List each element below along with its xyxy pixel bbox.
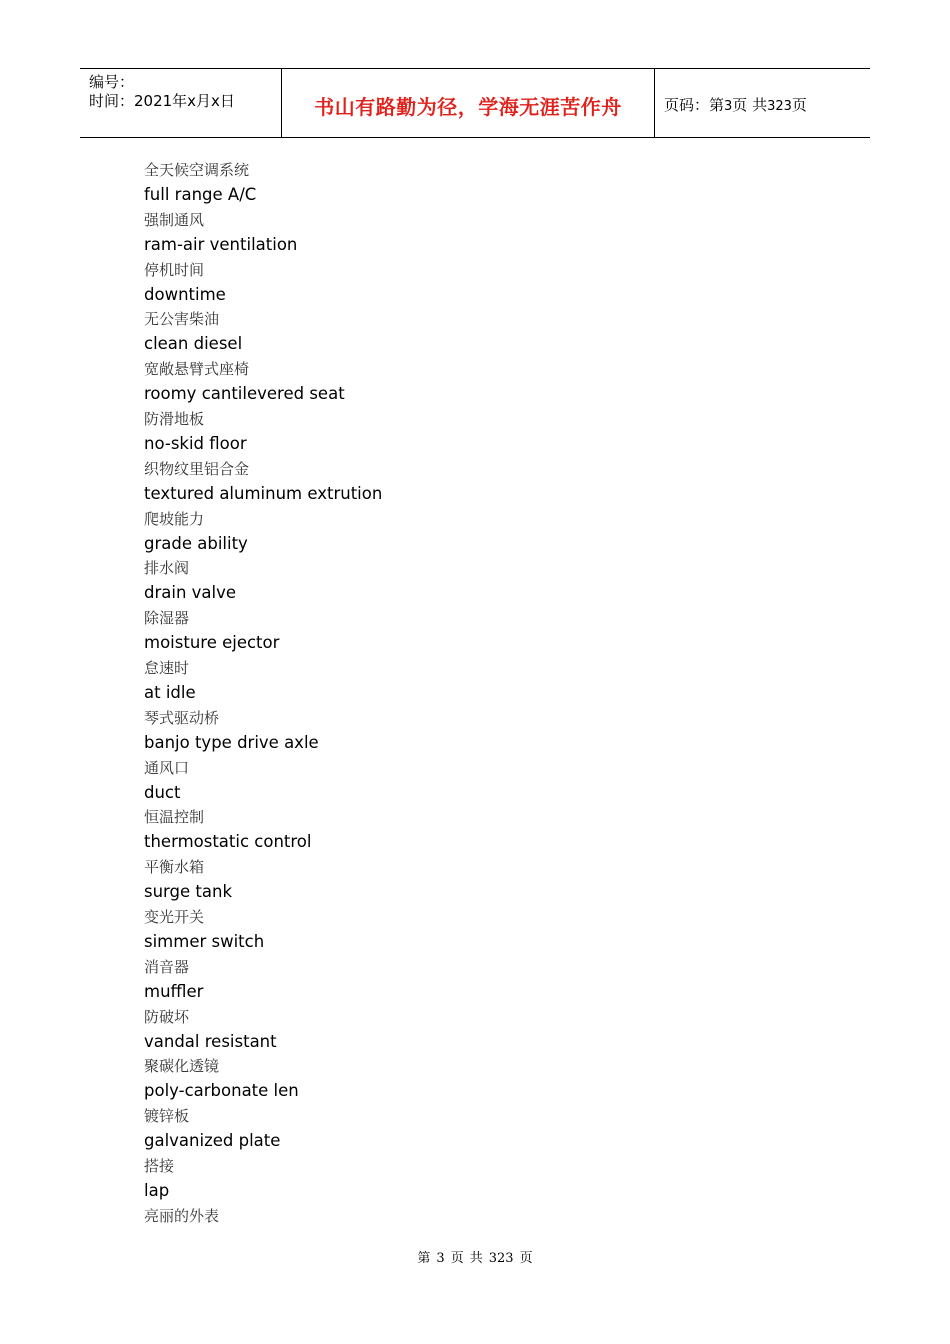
header-page-info <box>664 94 807 115</box>
header-motto-cell <box>282 69 655 137</box>
glossary-entry <box>144 1154 382 1204</box>
glossary-entry <box>144 905 382 955</box>
term-english: banjo type drive axle <box>144 732 319 752</box>
term-chinese: 爬坡能力 <box>144 509 205 528</box>
footer-total: 323 <box>488 1251 514 1266</box>
term-chinese: 宽敞悬臂式座椅 <box>144 360 250 379</box>
glossary-entry <box>144 307 382 357</box>
serial-label: 编号： <box>89 73 135 91</box>
term-english: duct <box>144 782 181 802</box>
term-chinese: 亮丽的外表 <box>144 1206 220 1225</box>
term-english: lap <box>144 1180 170 1200</box>
footer-di: 第 <box>417 1251 431 1266</box>
glossary-entry <box>144 756 382 806</box>
glossary-entry <box>144 258 382 308</box>
term-chinese: 恒温控制 <box>144 808 205 827</box>
term-english: at idle <box>144 682 196 702</box>
term-english: roomy cantilevered seat <box>144 384 345 404</box>
glossary-entry <box>144 1104 382 1154</box>
term-english: no-skid floor <box>144 433 247 453</box>
page-footer <box>0 1247 950 1266</box>
term-english: drain valve <box>144 583 237 603</box>
glossary-entry <box>144 1005 382 1055</box>
term-english: galvanized plate <box>144 1131 281 1151</box>
term-chinese: 通风口 <box>144 758 190 777</box>
page-total: 323 <box>767 99 792 114</box>
glossary-entry <box>144 955 382 1005</box>
term-english: simmer switch <box>144 931 265 951</box>
footer-gong: 共 <box>469 1251 483 1266</box>
page-header <box>80 68 870 138</box>
page-label-suffix: 页 <box>791 96 807 114</box>
term-chinese: 平衡水箱 <box>144 858 205 877</box>
glossary-entry <box>144 457 382 507</box>
term-chinese: 聚碳化透镜 <box>144 1057 220 1076</box>
glossary-entry <box>144 208 382 258</box>
page-label-prefix: 页码：第 <box>664 96 725 114</box>
term-chinese: 搭接 <box>144 1156 175 1175</box>
footer-current: 3 <box>436 1251 445 1266</box>
term-chinese: 镀锌板 <box>144 1107 190 1126</box>
term-english: muffler <box>144 981 204 1001</box>
glossary-entry <box>144 805 382 855</box>
glossary-entry <box>144 357 382 407</box>
footer-ye1: 页 <box>450 1251 464 1266</box>
term-english: moisture ejector <box>144 633 280 653</box>
term-chinese: 全天候空调系统 <box>144 161 250 179</box>
motto: 书山有路勤为径，学海无涯苦作舟 <box>314 95 622 119</box>
term-chinese: 除湿器 <box>144 609 190 628</box>
term-chinese: 无公害柴油 <box>144 310 220 329</box>
glossary-entry <box>144 706 382 756</box>
term-english: full range A/C <box>144 185 257 204</box>
glossary-entry <box>144 158 382 208</box>
term-chinese: 织物纹里铝合金 <box>144 459 250 478</box>
term-chinese: 防破坏 <box>144 1007 190 1026</box>
term-english: ram-air ventilation <box>144 234 298 254</box>
term-chinese: 排水阀 <box>144 559 190 578</box>
term-chinese: 强制通风 <box>144 210 205 229</box>
glossary-entry <box>144 407 382 457</box>
term-chinese: 变光开关 <box>144 907 205 926</box>
glossary-entry <box>144 656 382 706</box>
term-chinese: 防滑地板 <box>144 409 205 428</box>
term-english: poly-carbonate len <box>144 1081 299 1101</box>
page-current: 3 <box>724 99 733 114</box>
glossary-entry <box>144 507 382 557</box>
term-english: vandal resistant <box>144 1031 277 1051</box>
term-chinese: 琴式驱动桥 <box>144 708 220 727</box>
term-english: textured aluminum extrution <box>144 483 383 503</box>
glossary-entry <box>144 606 382 656</box>
glossary-entry <box>144 855 382 905</box>
date-label: 时间：2021年x月x日 <box>89 92 235 110</box>
header-page-cell <box>655 69 870 137</box>
term-english: grade ability <box>144 533 248 553</box>
term-english: clean diesel <box>144 334 243 354</box>
footer-ye2: 页 <box>519 1251 533 1266</box>
term-chinese: 停机时间 <box>144 260 205 279</box>
term-english: surge tank <box>144 882 233 902</box>
header-meta-cell <box>80 69 282 137</box>
term-english: downtime <box>144 284 226 304</box>
page-label-mid: 页 共 <box>732 96 768 114</box>
glossary-entry <box>144 1054 382 1104</box>
term-chinese: 怠速时 <box>144 658 190 677</box>
term-chinese: 消音器 <box>144 957 190 976</box>
glossary-list <box>144 158 382 1254</box>
term-english: thermostatic control <box>144 832 312 852</box>
glossary-entry <box>144 556 382 606</box>
